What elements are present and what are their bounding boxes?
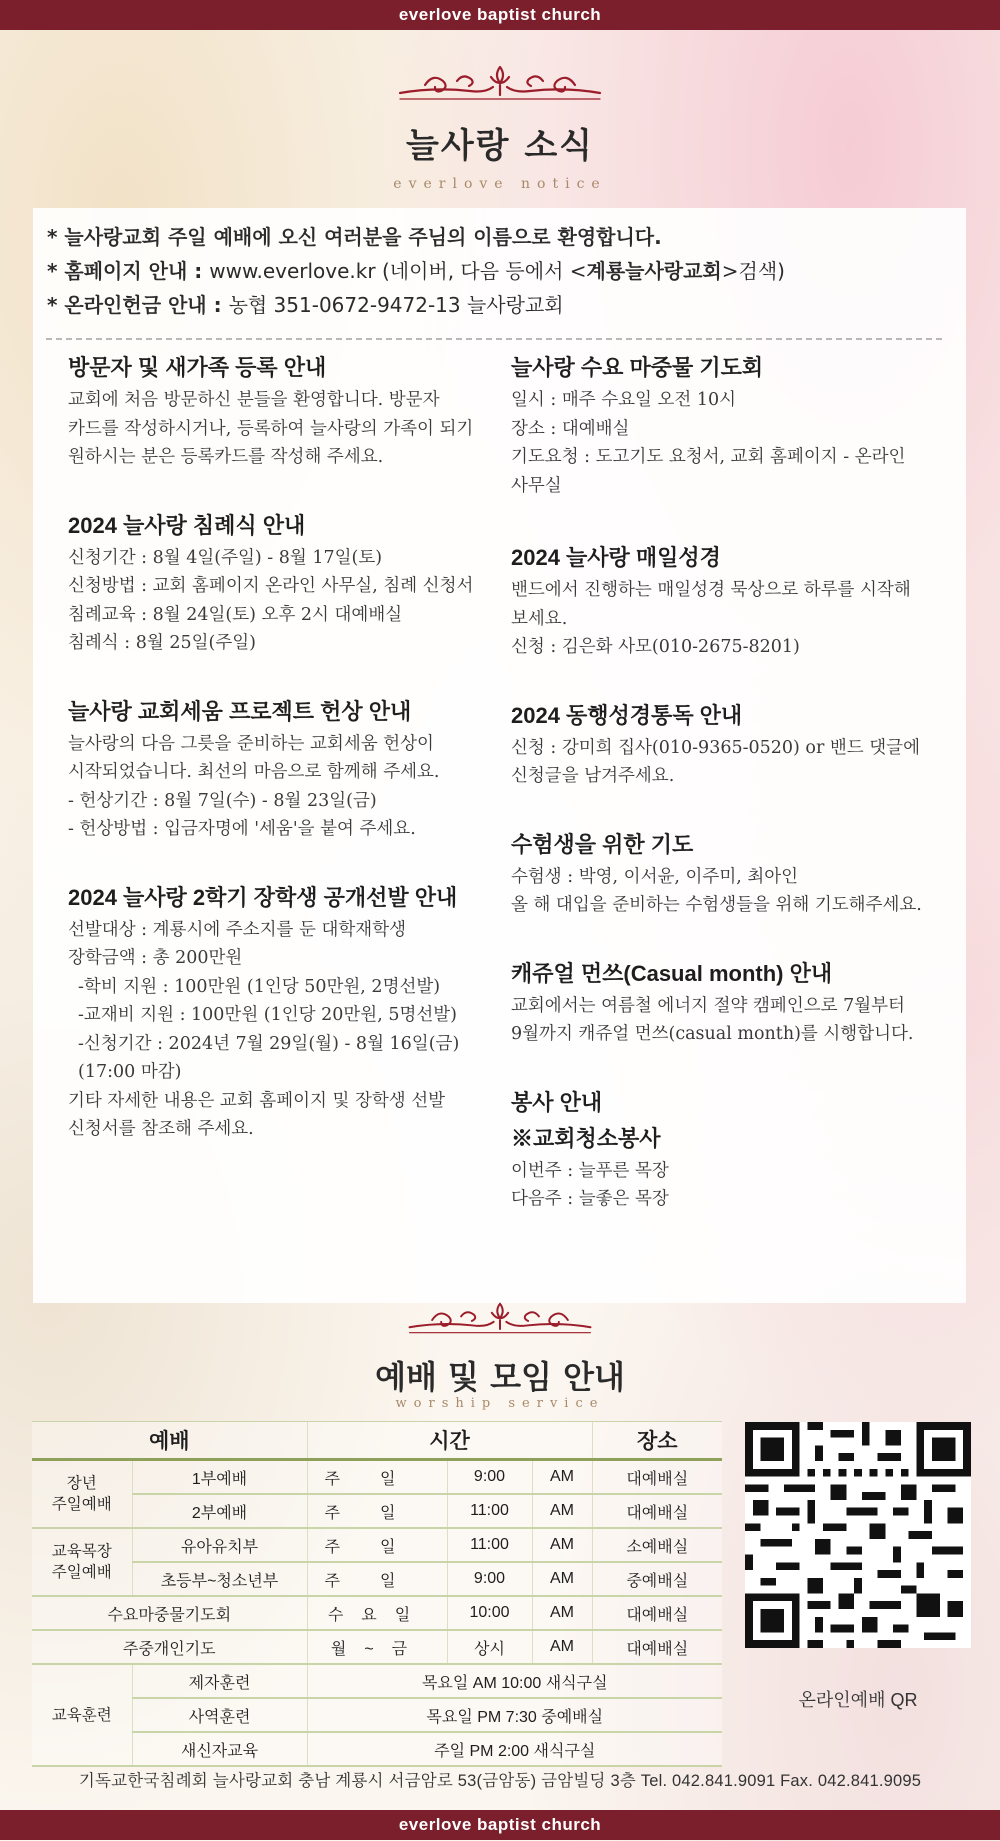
service-ampm: AM [532,1528,592,1562]
section-title: 2024 늘사랑 매일성경 [511,545,721,570]
service-place: 대예배실 [592,1596,722,1630]
service-time: 9:00 [447,1460,532,1495]
service-name: 주중개인기도 [32,1630,307,1664]
section-text: 기타 자세한 내용은 교회 홈페이지 및 장학생 선발 신청서를 참조해 주세요. [68,1090,446,1139]
section-text: 선발대상 : 계룡시에 주소지를 둔 대학재학생 [68,919,406,940]
section-text: 교회에서는 여름철 에너지 절약 캠페인으로 7월부터 9월까지 캐쥬얼 먼쓰(casual month)를 시행합니다. [511,995,914,1044]
section-student-prayer [511,827,947,920]
section-title: 캐쥬얼 먼쓰(Casual month) 안내 [511,960,833,986]
top-banner: everlove baptist church [0,0,1000,30]
qr-label: 온라인예배 QR [798,1690,918,1710]
section-text: 늘사랑의 다음 그릇을 준비하는 교회세움 헌상이 시작되었습니다. 최선의 마음으로 함께해 주세요. [68,733,440,782]
section-text: 신청방법 : 교회 홈페이지 온라인 사무실, 침례 신청서 [68,576,474,596]
table-row [32,1732,722,1766]
training-detail: 목요일 PM 7:30 중예배실 [307,1698,722,1732]
notice-title: 늘사랑 소식 [405,126,595,166]
footer-address: 기독교한국침례회 늘사랑교회 충남 계룡시 서금암로 53(금암동) 금암빌딩 3층 Tel. 042.841.9091 Fax. 042.841.9095 [78,1772,922,1790]
training-name: 사역훈련 [132,1698,307,1732]
header-place: 장소 [592,1422,722,1460]
section-text: 수험생 : 박영, 이서윤, 이주미, 최아인 [511,866,799,887]
service-ampm: AM [532,1494,592,1528]
section-title: 늘사랑 수요 마중물 기도회 [511,355,764,380]
table-row [32,1664,722,1698]
section-title: 2024 늘사랑 침례식 안내 [68,512,306,538]
section-title: 방문자 및 새가족 등록 안내 [68,355,327,380]
service-name: 유아유치부 [132,1528,307,1562]
section-title: 봉사 안내 [511,1089,603,1115]
section-title: 늘사랑 교회세움 프로젝트 헌상 안내 [68,698,412,724]
service-day: 주일 [307,1562,447,1596]
notice-column-right [511,350,947,1250]
section-text: 장소 : 대예배실 [511,418,630,439]
section-text: - 헌상기간 : 8월 7일(수) - 8월 23일(금) [68,790,377,811]
service-ampm: AM [532,1562,592,1596]
section-visitor-registration [68,350,488,472]
section-title: 수험생을 위한 기도 [511,831,694,857]
service-name: 수요마중물기도회 [32,1596,307,1630]
service-time: 상시 [447,1630,532,1664]
service-ampm: AM [532,1630,592,1664]
section-service-duty [511,1085,947,1214]
table-row [32,1494,722,1528]
service-time: 10:00 [447,1596,532,1630]
service-day: 수요일 [307,1596,447,1630]
section-text: 기도요청 : 도고기도 요청서, 교회 홈페이지 - 온라인 사무실 [511,447,906,496]
service-ampm: AM [532,1596,592,1630]
intro-homepage: * 홈페이지 안내 : www.everlove.kr (네이버, 다음 등에서 <계룡늘사랑교회>검색) [47,259,785,283]
header-service: 예배 [32,1422,307,1460]
section-text: 이번주 : 늘푸른 목장 [511,1160,669,1181]
section-title: 2024 늘사랑 2학기 장학생 공개선발 안내 [68,884,458,910]
bottom-banner: everlove baptist church [0,1810,1000,1840]
intro-offering: * 온라인헌금 안내 : 농협 351-0672-9472-13 늘사랑교회 [47,293,564,317]
intro-welcome: * 늘사랑교회 주일 예배에 오신 여러분을 주님의 이름으로 환영합니다. [47,225,662,249]
dashed-divider [46,338,942,340]
section-scholarship [68,880,488,1144]
section-text: -학비 지원 : 100만원 (1인당 50만원, 2명선발) [78,976,441,997]
table-row [32,1460,722,1495]
service-place: 소예배실 [592,1528,722,1562]
service-day: 주일 [307,1494,447,1528]
scroll-ornament-icon [405,1300,595,1340]
section-text: -신청기간 : 2024년 7월 29일(월) - 8월 16일(금) (17:00 마감) [78,1033,460,1082]
worship-title: 예배 및 모임 안내 [375,1358,625,1396]
service-place: 대예배실 [592,1460,722,1495]
service-name: 2부예배 [132,1494,307,1528]
group-sunday-education: 교육목장 주일예배 [32,1528,132,1596]
section-text: 신청 : 김은화 사모(010-2675-8201) [511,637,800,657]
section-baptism [68,508,488,658]
training-detail: 목요일 AM 10:00 새식구실 [307,1664,722,1698]
table-row [32,1528,722,1562]
section-daily-bible [511,540,947,662]
section-bible-reading [511,698,947,791]
worship-subtitle: worship service [395,1396,605,1411]
section-text: 밴드에서 진행하는 매일성경 묵상으로 하루를 시작해 보세요. [511,580,911,629]
service-time: 9:00 [447,1562,532,1596]
service-name: 1부예배 [132,1460,307,1495]
header-time: 시간 [307,1422,592,1460]
scroll-ornament-icon [395,63,605,107]
intro-block [47,220,947,322]
table-row [32,1596,722,1630]
training-name: 새신자교육 [132,1732,307,1766]
service-ampm: AM [532,1460,592,1495]
service-place: 대예배실 [592,1494,722,1528]
training-name: 제자훈련 [132,1664,307,1698]
notice-column-left [68,350,488,1180]
notice-subtitle: everlove notice [393,176,607,192]
training-detail: 주일 PM 2:00 새식구실 [307,1732,722,1766]
section-text: 장학금액 : 총 200만원 [68,948,243,968]
section-text: 교회에 처음 방문하신 분들을 환영합니다. 방문자 카드를 작성하시거나, 등록하여 늘사랑의 가족이 되기 원하시는 분은 등록카드를 작성해 주세요. [68,390,474,467]
section-text: 올 해 대입을 준비하는 수험생들을 위해 기도해주세요. [511,895,922,915]
section-church-building-offering [68,694,488,844]
service-time: 11:00 [447,1528,532,1562]
service-day: 주일 [307,1460,447,1495]
table-row [32,1698,722,1732]
section-subtitle: ※교회청소봉사 [511,1125,661,1151]
table-row [32,1630,722,1664]
table-row [32,1562,722,1596]
service-place: 대예배실 [592,1630,722,1664]
qr-code-icon[interactable] [745,1422,971,1648]
section-casual-month [511,956,947,1049]
section-text: 신청 : 강미희 집사(010-9365-0520) or 밴드 댓글에 신청글을 남겨주세요. [511,737,920,786]
section-text: 신청기간 : 8월 4일(주일) - 8월 17일(토) [68,547,383,568]
group-sunday-adult: 장년 주일예배 [32,1460,132,1529]
worship-schedule-table [32,1421,722,1767]
section-text: -교재비 지원 : 100만원 (1인당 20만원, 5명선발) [78,1005,458,1025]
table-header-row [32,1422,722,1460]
service-day: 월~금 [307,1630,447,1664]
group-training: 교육훈련 [32,1664,132,1766]
service-name: 초등부~청소년부 [132,1562,307,1596]
service-time: 11:00 [447,1494,532,1528]
section-text: 일시 : 매주 수요일 오전 10시 [511,390,737,410]
section-text: 침례교육 : 8월 24일(토) 오후 2시 대예배실 [68,604,403,625]
service-day: 주일 [307,1528,447,1562]
section-title: 2024 동행성경통독 안내 [511,702,743,728]
section-text: 침례식 : 8월 25일(주일) [68,633,256,653]
section-text: - 헌상방법 : 입금자명에 '세움'을 붙여 주세요. [68,819,416,839]
service-place: 중예배실 [592,1562,722,1596]
section-wednesday-prayer [511,350,947,500]
section-text: 다음주 : 늘좋은 목장 [511,1189,669,1209]
